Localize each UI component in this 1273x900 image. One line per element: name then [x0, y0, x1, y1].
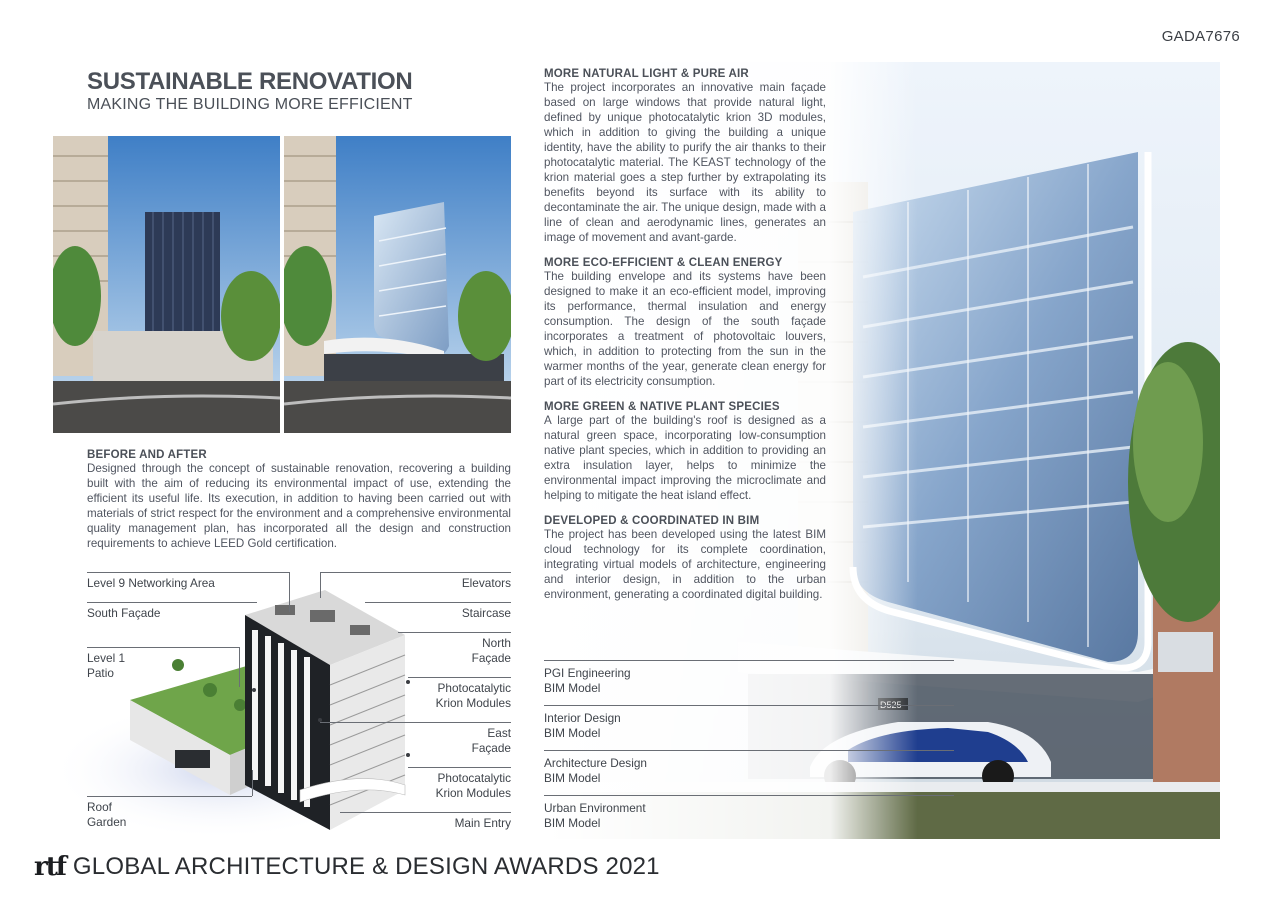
after-photo	[284, 136, 511, 433]
leader-line	[365, 602, 511, 603]
bim-divider	[544, 750, 954, 751]
label-roof-garden	[87, 800, 126, 830]
label-line: Photocatalytic	[437, 771, 511, 785]
page-title: SUSTAINABLE RENOVATION	[87, 68, 413, 95]
bim-item-interior	[544, 711, 621, 741]
label-line: Krion Modules	[435, 696, 511, 710]
bim-item-subtitle: BIM Model	[544, 816, 601, 830]
section-heading: DEVELOPED & COORDINATED IN BIM	[544, 515, 760, 527]
leader-line	[239, 647, 240, 687]
rtf-logo: rtf	[34, 852, 65, 882]
label-east-facade	[472, 726, 511, 756]
footer-text: GLOBAL ARCHITECTURE & DESIGN AWARDS 2021	[72, 853, 660, 880]
bim-item-title: Interior Design	[544, 711, 621, 725]
leader-line	[289, 572, 290, 612]
label-photocatalytic-1	[436, 681, 511, 711]
label-line: Garden	[87, 815, 127, 829]
leader-line	[320, 722, 511, 723]
leader-line	[252, 770, 253, 796]
leader-line	[320, 572, 511, 573]
bim-item-architecture	[544, 756, 647, 786]
section-body: The building envelope and its systems have been designed to make it an eco-efficient model, improving its performance, thermal insulation and energy consumption. The design of the south façade incorporates a treatment of photovoltaic louvers, which, in addition to protecting from the sun in the warmer months of the year, generate clean energy for part of its electricity consumption.	[544, 270, 826, 388]
bim-item-engineering	[544, 666, 631, 696]
label-south-facade: South Façade	[87, 606, 161, 620]
label-line: Photocatalytic	[437, 681, 511, 695]
before-after-section	[87, 449, 511, 551]
leader-line	[87, 572, 289, 573]
section-body: The project has been developed using the latest BIM cloud technology for its complete coordination, integrating virtual models of architecture, engineering and interior design, in addition to the urban environment, generating a coordinated digital building.	[544, 528, 826, 601]
leader-line	[340, 812, 511, 813]
label-photocatalytic-2	[436, 771, 511, 801]
bim-item-subtitle: BIM Model	[544, 726, 601, 740]
label-elevators: Elevators	[461, 576, 511, 590]
label-line: Façade	[471, 651, 511, 665]
document-code: GADA7676	[1161, 28, 1240, 45]
before-photo	[53, 136, 280, 433]
section-natural-light	[544, 68, 826, 245]
label-north-facade	[472, 636, 511, 666]
bim-divider	[544, 705, 954, 706]
section-heading: MORE NATURAL LIGHT & PURE AIR	[544, 68, 749, 80]
leader-line	[320, 572, 321, 598]
bim-divider	[544, 795, 954, 796]
label-line: Façade	[471, 741, 511, 755]
leader-line	[408, 677, 511, 678]
section-eco-efficient	[544, 257, 826, 389]
label-line: Roof	[87, 800, 112, 814]
label-staircase: Staircase	[461, 606, 511, 620]
bim-item-subtitle: BIM Model	[544, 771, 601, 785]
bim-item-subtitle: BIM Model	[544, 681, 601, 695]
label-line: Krion Modules	[435, 786, 511, 800]
features-column	[544, 68, 826, 614]
section-heading: MORE GREEN & NATIVE PLANT SPECIES	[544, 401, 780, 413]
label-line: North	[482, 636, 511, 650]
section-body: The project incorporates an innovative main façade based on large windows that provide natural light, defined by unique photocatalytic krion 3D modules, which in addition to giving the building a unique identity, have the ability to purify the air thanks to their photocatalytic material. The KEAST technology of the krion material goes a step further by extrapolating its benefits beyond its surface with its ability to decontaminate the air. The unique design, made with a line of clean and aerodynamic lines, generates an image of movement and avant-garde.	[544, 81, 826, 244]
leader-line	[408, 767, 511, 768]
bim-item-title: Urban Environment	[544, 801, 646, 815]
label-line: East	[487, 726, 511, 740]
before-after-heading: BEFORE AND AFTER	[87, 449, 207, 461]
bim-divider	[544, 660, 954, 661]
leader-line	[87, 796, 252, 797]
leader-line	[398, 632, 511, 633]
section-bim	[544, 515, 826, 602]
footer-awards	[34, 852, 660, 882]
leader-line	[87, 647, 239, 648]
section-body: A large part of the building's roof is designed as a natural green space, incorporating low-consumption native plant species, which in addition to providing an extra insulation layer, helps to minimize the environmental impact improving the microclimate and helping to mitigate the heat island effect.	[544, 414, 826, 502]
bim-item-title: Architecture Design	[544, 756, 647, 770]
label-line: Level 1	[87, 651, 126, 665]
section-green-plants	[544, 401, 826, 503]
label-level1-patio	[87, 651, 125, 681]
before-after-body: Designed through the concept of sustainable renovation, recovering a building built with the aim of reducing its environmental impact of use, extending the efficient its useful life. Its execution, in addition to having been carried out with materials of strict respect for the environment and a comprehensive environmental quality management plan, has incorporated all the design and construction requirements to achieve LEED Gold certification.	[87, 462, 511, 550]
label-line: Patio	[87, 666, 114, 680]
leader-line	[87, 602, 257, 603]
label-level9: Level 9 Networking Area	[87, 576, 215, 590]
section-heading: MORE ECO-EFFICIENT & CLEAN ENERGY	[544, 257, 783, 269]
page-subtitle: MAKING THE BUILDING MORE EFFICIENT	[87, 96, 413, 113]
label-main-entry: Main Entry	[454, 816, 511, 830]
bim-item-title: PGI Engineering	[544, 666, 631, 680]
bim-item-urban	[544, 801, 646, 831]
